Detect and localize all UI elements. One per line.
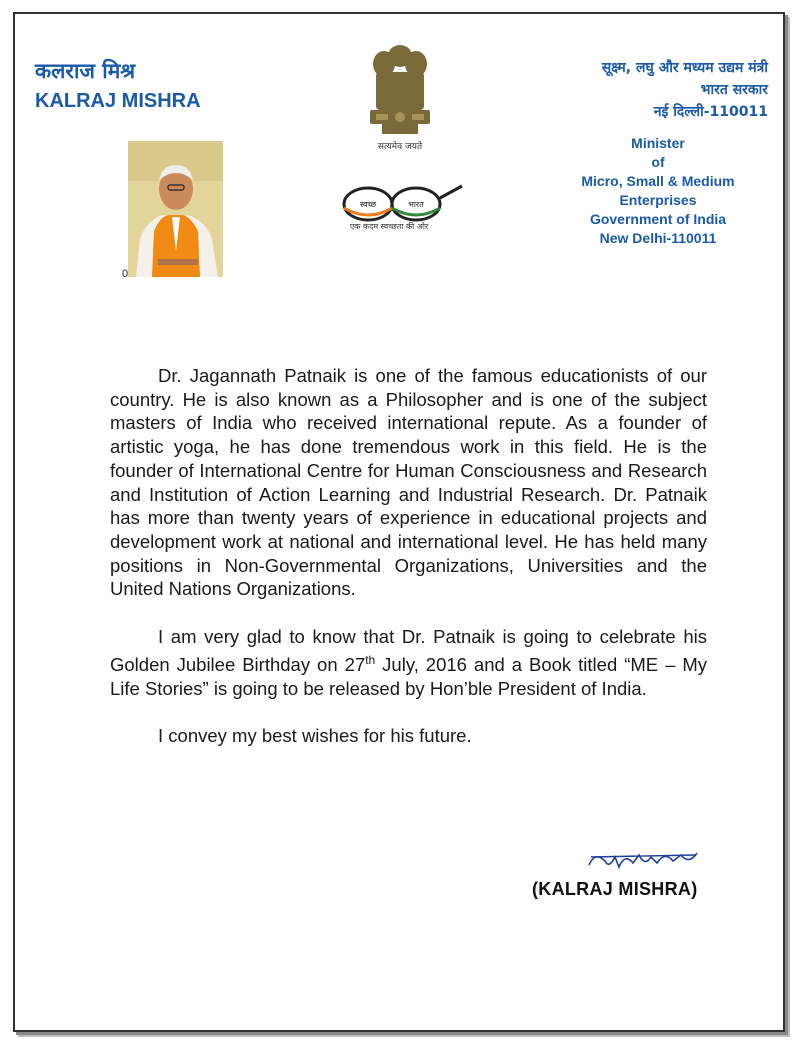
office-hindi-line: भारत सरकार [700, 82, 768, 98]
date-superscript: th [365, 652, 376, 667]
office-hindi-line: नई दिल्ली-110011 [653, 104, 768, 120]
office-english-line: Micro, Small & Medium Enterprises [581, 173, 735, 208]
national-emblem-icon [360, 40, 440, 150]
office-english-line: Government of India [589, 211, 727, 227]
sender-name-english: KALRAJ MISHRA [35, 90, 201, 112]
handwritten-signature [585, 843, 705, 883]
office-hindi-block [478, 57, 768, 123]
paragraph-wishes: I convey my best wishes for his future. [158, 725, 472, 747]
swachh-caption: एक कदम स्वच्छता की ओर [349, 222, 429, 231]
signatory-name: (KALRAJ MISHRA) [532, 879, 698, 899]
office-english-block [478, 134, 768, 248]
emblem-motto: सत्यमेव जयते [377, 142, 423, 152]
office-english-line: of [651, 154, 665, 170]
paragraph-birthday-start: I am very glad to know that Dr. Patnaik is going to celebrate his Golden Jubilee Birthday on 27 [110, 626, 707, 675]
minister-photo [128, 141, 223, 277]
paragraph-intro: Dr. Jagannath Patnaik is one of the famous educationists of our country. He is also known as a Philosopher and is one of the subject masters of India who received international repute. As a founder of artistic yoga, he has done tremendous work in this field. He is the founder of International Centre for Human Consciousness and Research and Institution of Action Learning and Industrial Research. Dr. Patnaik has more than twenty years of experience in educational projects and development work at national and international level. He has held many positions in Non-Governmental Organizations, Universities and the United Nations Organizations. [110, 365, 707, 600]
photo-caption: 0 [122, 268, 129, 280]
letter-body [110, 364, 707, 772]
swachh-right-text: भारत [408, 200, 424, 209]
paragraph-birthday-end: July, 2016 and a Book titled “ME – My Life Stories” is going to be released by Hon’ble President of India. [110, 653, 707, 699]
sender-name-hindi: कलराज मिश्र [35, 59, 136, 83]
swachh-left-text: स्वच्छ [359, 200, 377, 209]
office-english-line: Minister [631, 135, 685, 151]
paragraph-birthday [110, 625, 707, 700]
office-hindi-line: सूक्ष्म, लघु और मध्यम उद्यम मंत्री [601, 60, 768, 76]
office-english-line: New Delhi-110011 [599, 230, 717, 246]
